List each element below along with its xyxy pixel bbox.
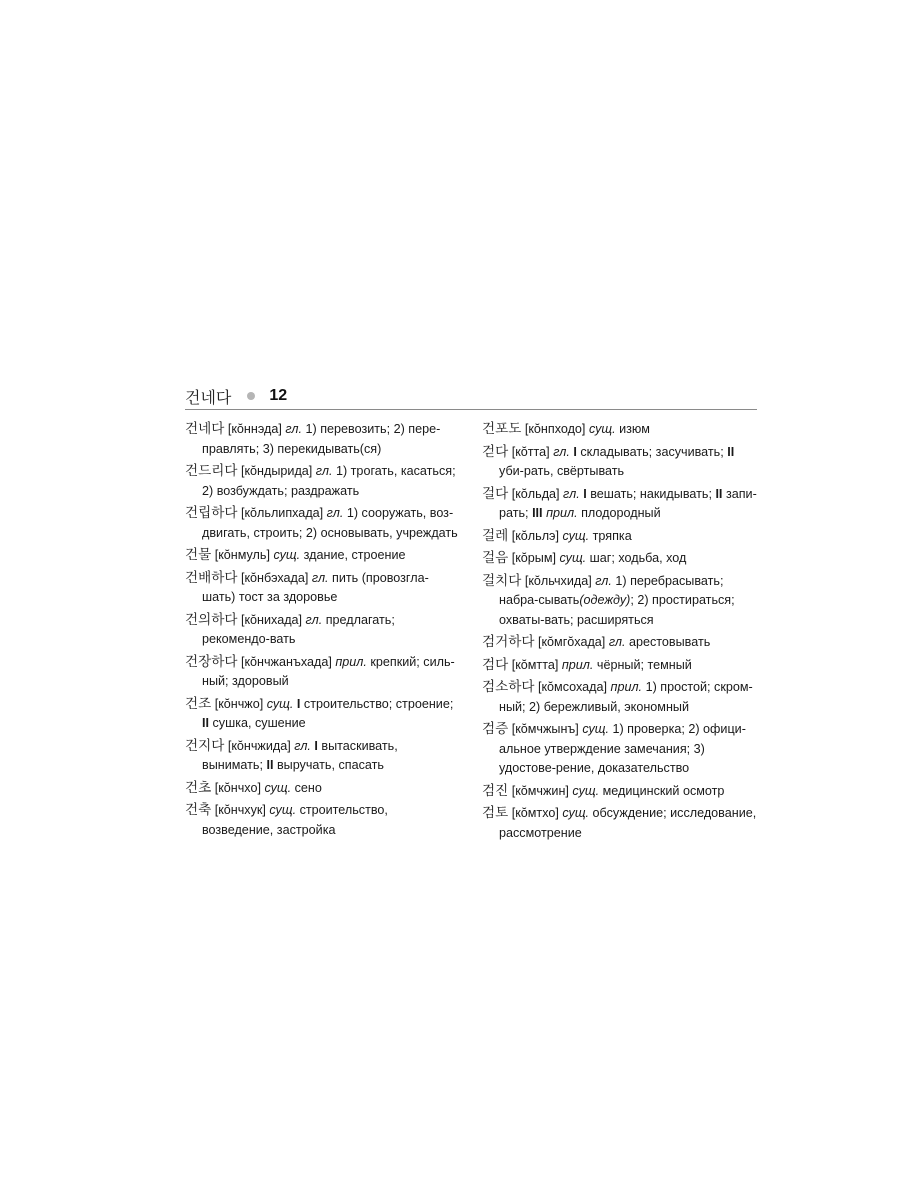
sense-number: II (266, 758, 274, 772)
entry-definition: крепкий; силь-ный; здоровый (202, 654, 455, 688)
entry-part-of-speech: прил. (610, 680, 643, 694)
sense-number: I (314, 738, 318, 753)
entry-part-of-speech: гл. (305, 612, 323, 627)
dictionary-entry (482, 633, 757, 653)
entry-part-of-speech: прил. (335, 654, 367, 669)
entry-transcription: [кŏндырида] (241, 464, 313, 478)
dictionary-entry (482, 678, 757, 717)
entry-part-of-speech: сущ. (559, 551, 587, 565)
dictionary-page (185, 383, 757, 846)
entry-part-of-speech: гл. (595, 573, 612, 588)
entry-headword: 검진 (482, 782, 509, 799)
entry-transcription: [кŏмтхо] (511, 806, 559, 820)
entry-definition: обсуждение; исследование, рассмотрение (499, 806, 757, 840)
dictionary-entry (185, 737, 460, 776)
entry-part-of-speech: гл. (553, 444, 570, 459)
entry-headword: 건장하다 (185, 653, 238, 670)
dictionary-entry (482, 485, 757, 524)
entry-definition: арестовывать (628, 635, 711, 649)
entry-headword: 건네다 (185, 421, 225, 437)
entry-part-of-speech: гл. (608, 635, 626, 649)
entry-part-of-speech: сущ. (273, 548, 301, 562)
entry-definition: вытаскивать, вынимать; (202, 738, 398, 772)
dictionary-entry (482, 549, 757, 569)
dictionary-entry (482, 720, 757, 779)
sense-number: I (573, 444, 577, 459)
dictionary-entry (185, 504, 460, 543)
entry-transcription: [кŏльлипхада] (241, 506, 324, 520)
dictionary-entry (482, 527, 757, 547)
entry-headword: 건립하다 (185, 505, 238, 521)
entry-part-of-speech: прил. (546, 506, 578, 520)
entry-definition: строительство, возведение, застройка (202, 803, 388, 837)
entry-part-of-speech: сущ. (266, 696, 294, 711)
entry-headword: 건조 (185, 695, 212, 712)
sense-number: I (296, 696, 301, 711)
entry-part-of-speech: гл. (285, 422, 303, 436)
entry-headword: 건지다 (185, 737, 225, 754)
dictionary-entry (185, 569, 460, 608)
entry-part-of-speech: гл. (563, 486, 580, 501)
entry-transcription: [кŏнбэхада] (241, 570, 309, 585)
sense-number: I (583, 486, 587, 501)
entry-definition: 1) сооружать, воз-двигать, строить; 2) основывать, учреждать (202, 506, 458, 540)
entry-transcription: [кŏльлэ] (511, 528, 559, 543)
sense-number: II (715, 486, 723, 501)
page-number: 12 (269, 387, 288, 404)
entry-definition: медицинский осмотр (602, 783, 725, 798)
entry-definition: запи-рать; (499, 486, 757, 520)
entry-headword: 검다 (482, 656, 509, 673)
sense-number: II (202, 716, 209, 730)
sense-number: III (532, 506, 543, 520)
entry-transcription: [кŏнчхук] (214, 803, 266, 817)
entry-definition: шаг; ходьба, ход (589, 551, 687, 565)
entry-transcription: [кŏмгŏхада] (538, 635, 606, 649)
entry-headword: 검증 (482, 721, 509, 737)
right-column (482, 420, 757, 846)
entry-part-of-speech: прил. (561, 657, 594, 672)
entry-definition: 1) перевозить; 2) пере-правлять; 3) перекидывать(ся) (202, 422, 441, 456)
entry-part-of-speech: сущ. (588, 422, 616, 436)
entry-transcription: [кŏнчжида] (227, 738, 291, 753)
running-head (185, 383, 757, 410)
dictionary-entry (185, 462, 460, 501)
entry-definition: тряпка (592, 528, 632, 543)
entry-definition: 1) проверка; 2) офици-альное утверждение замечания; 3) удостове-рение, доказательство (499, 722, 746, 775)
entry-headword: 건드리다 (185, 463, 238, 479)
entry-part-of-speech: гл. (326, 506, 344, 520)
dictionary-entry (185, 779, 460, 799)
entry-usage-note: (одежду) (579, 593, 631, 607)
entry-part-of-speech: сущ. (572, 783, 600, 798)
sense-number: II (727, 444, 735, 459)
entry-headword: 검토 (482, 805, 509, 821)
entry-transcription: [кŏнмуль] (214, 548, 270, 562)
entry-part-of-speech: сущ. (264, 780, 292, 795)
entry-definition: вешать; накидывать; (590, 486, 712, 501)
dictionary-entry (185, 695, 460, 734)
dictionary-entry (482, 656, 757, 676)
dictionary-entry (482, 782, 757, 802)
entry-columns (185, 420, 757, 846)
entry-headword: 검거하다 (482, 634, 535, 650)
entry-definition: сено (294, 780, 322, 795)
entry-transcription: [кŏмтта] (511, 657, 559, 672)
dictionary-entry (185, 546, 460, 566)
entry-definition: 1) перебрасывать; набра-сывать (499, 573, 724, 607)
dictionary-entry (185, 801, 460, 840)
entry-transcription: [кŏльчхида] (524, 573, 592, 588)
entry-transcription: [кŏльда] (511, 486, 560, 501)
entry-definition: строительство; строение; (303, 696, 454, 711)
entry-part-of-speech: сущ. (562, 806, 590, 820)
entry-headword: 건축 (185, 802, 212, 818)
entry-definition: выручать, спасать (276, 758, 384, 772)
entry-headword: 걸다 (482, 485, 509, 502)
entry-transcription: [кŏннэда] (227, 422, 282, 436)
entry-transcription: [кŏнчжанъхада] (241, 654, 332, 669)
entry-definition: ; 2) простираться; охваты-вать; расширяться (499, 593, 735, 627)
entry-definition: здание, строение (303, 548, 406, 562)
entry-headword: 건물 (185, 547, 212, 563)
entry-transcription: [кŏнчжо] (214, 696, 264, 711)
entry-part-of-speech: гл. (311, 570, 329, 585)
entry-transcription: [кŏрым] (511, 551, 556, 565)
bullet-dot-icon (247, 392, 255, 400)
entry-headword: 걸음 (482, 550, 509, 566)
entry-definition: 1) трогать, касаться; 2) возбуждать; раздражать (202, 464, 456, 498)
dictionary-entry (185, 420, 460, 459)
entry-headword: 걸레 (482, 527, 509, 544)
dictionary-entry (185, 611, 460, 650)
running-head-word: 건네다 (185, 387, 232, 407)
entry-part-of-speech: сущ. (269, 803, 297, 817)
entry-headword: 건배하다 (185, 569, 238, 586)
entry-headword: 걸치다 (482, 572, 522, 589)
dictionary-entry (482, 420, 757, 440)
entry-definition: изюм (619, 422, 650, 436)
entry-transcription: [кŏтта] (511, 444, 550, 459)
entry-transcription: [кŏнпходо] (524, 422, 586, 436)
entry-transcription: [кŏмсохада] (538, 680, 608, 694)
entry-headword: 건초 (185, 779, 212, 796)
dictionary-entry (482, 804, 757, 843)
entry-definition: уби-рать, свёртывать (499, 464, 625, 478)
entry-transcription: [кŏмчжин] (511, 783, 569, 798)
entry-definition: пить (провозгла-шать) тост за здоровье (202, 570, 429, 604)
entry-part-of-speech: гл. (315, 464, 333, 478)
entry-headword: 검소하다 (482, 679, 535, 695)
entry-part-of-speech: гл. (294, 738, 311, 753)
entry-headword: 건의하다 (185, 611, 238, 628)
left-column (185, 420, 460, 846)
entry-definition: предлагать; рекомендо-вать (202, 612, 395, 646)
entry-transcription: [кŏнчхо] (214, 780, 261, 795)
entry-definition: сушка, сушение (212, 716, 306, 730)
entry-definition: чёрный; темный (596, 657, 692, 672)
entry-transcription: [кŏнихада] (241, 612, 303, 627)
entry-part-of-speech: сущ. (582, 722, 609, 736)
dictionary-entry (482, 572, 757, 631)
entry-definition: 1) простой; скром-ный; 2) бережливый, экономный (499, 680, 753, 714)
entry-part-of-speech: сущ. (562, 528, 590, 543)
entry-transcription: [кŏмчжынъ] (511, 722, 579, 736)
entry-headword: 걷다 (482, 443, 509, 460)
entry-definition: плодородный (581, 506, 661, 520)
dictionary-entry (185, 653, 460, 692)
entry-definition: складывать; засучивать; (580, 444, 724, 459)
entry-headword: 건포도 (482, 421, 522, 437)
dictionary-entry (482, 443, 757, 482)
